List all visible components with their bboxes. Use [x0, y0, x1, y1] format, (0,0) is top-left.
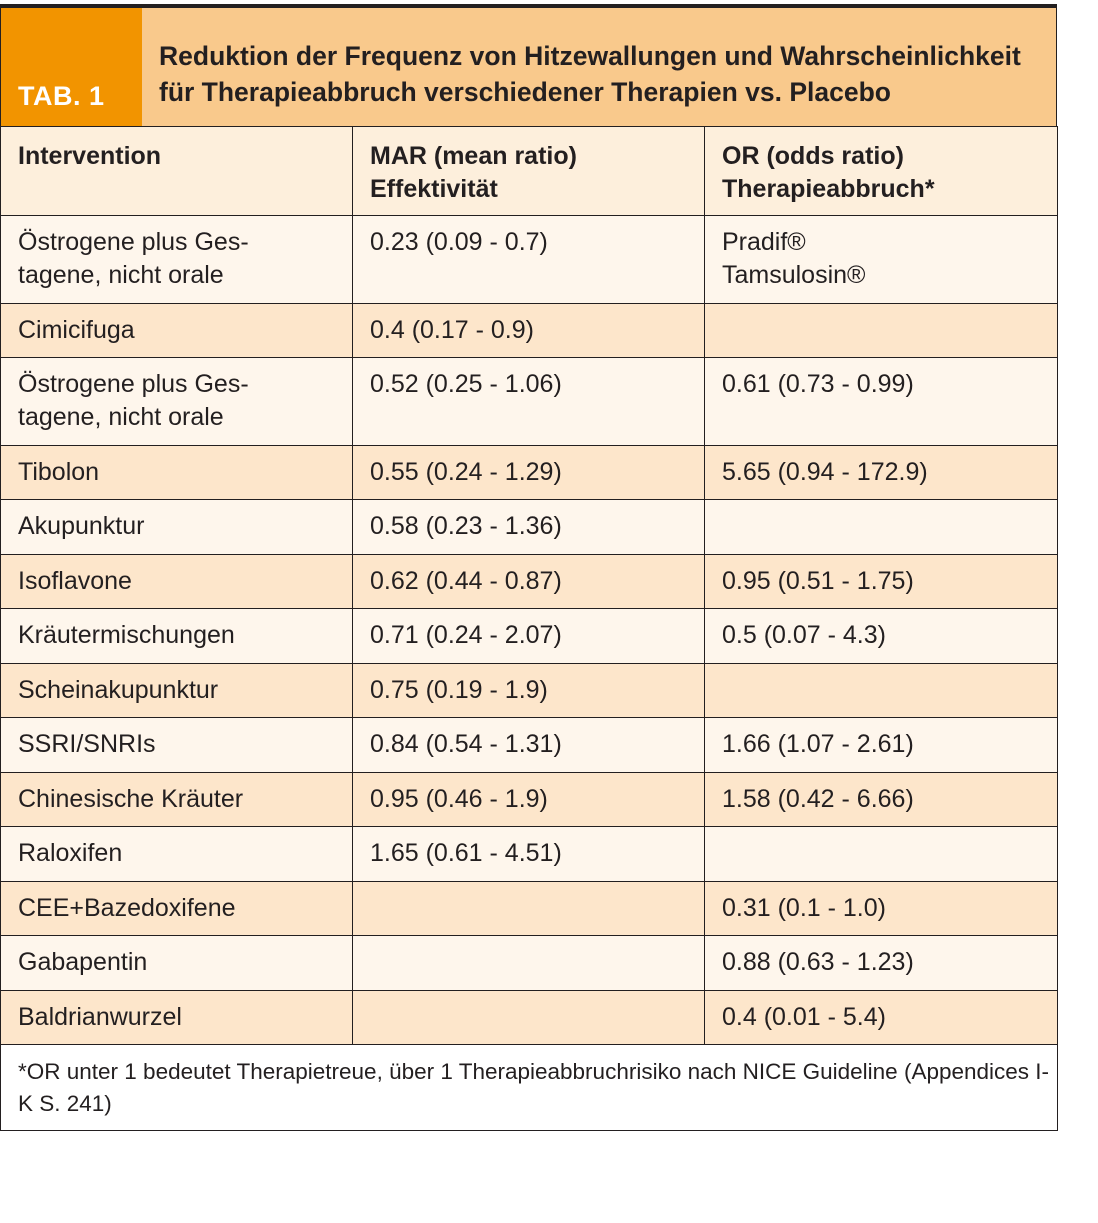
- cell-or: 1.58 (0.42 - 6.66): [705, 772, 1058, 827]
- cell-mar: 0.55 (0.24 - 1.29): [353, 445, 705, 500]
- cell-mar: [353, 990, 705, 1045]
- cell-or: 0.61 (0.73 - 0.99): [705, 358, 1058, 446]
- cell-intervention: Scheinakupunktur: [1, 663, 353, 718]
- cell-mar: 0.71 (0.24 - 2.07): [353, 609, 705, 664]
- cell-mar: 0.58 (0.23 - 1.36): [353, 500, 705, 555]
- cell-or: [705, 663, 1058, 718]
- cell-intervention: Chinesische Kräuter: [1, 772, 353, 827]
- table-row: [1, 500, 1058, 555]
- cell-mar: 0.23 (0.09 - 0.7): [353, 216, 705, 304]
- cell-or: 0.88 (0.63 - 1.23): [705, 936, 1058, 991]
- cell-intervention: Tibolon: [1, 445, 353, 500]
- table-row: [1, 609, 1058, 664]
- table-row: [1, 663, 1058, 718]
- table-container: [0, 4, 1057, 1131]
- footnote: *OR unter 1 bedeutet Therapietreue, über 1 Therapieabbruchrisiko nach NICE Guideline (Appendices I-K S. 241): [1, 1045, 1058, 1131]
- cell-mar: 1.65 (0.61 - 4.51): [353, 827, 705, 882]
- tab-label: TAB. 1: [1, 8, 142, 126]
- cell-intervention: SSRI/SNRIs: [1, 718, 353, 773]
- column-header-mar: MAR (mean ratio) Effektivität: [353, 127, 705, 216]
- data-table: [0, 126, 1058, 1131]
- table-header-banner: [0, 8, 1057, 126]
- table-row: [1, 554, 1058, 609]
- footnote-row: [1, 1045, 1058, 1131]
- cell-intervention: Akupunktur: [1, 500, 353, 555]
- table-title: Reduktion der Frequenz von Hitzewallungen und Wahrscheinlichkeit für Therapieabbruch verschiedener Therapien vs. Placebo: [159, 41, 1021, 107]
- cell-or: 0.95 (0.51 - 1.75): [705, 554, 1058, 609]
- table-row: [1, 827, 1058, 882]
- cell-or: 0.31 (0.1 - 1.0): [705, 881, 1058, 936]
- header-row: [1, 127, 1058, 216]
- cell-intervention: Gabapentin: [1, 936, 353, 991]
- table-row: [1, 358, 1058, 446]
- column-header-intervention: Intervention: [1, 127, 353, 216]
- table-row: [1, 718, 1058, 773]
- cell-intervention: Baldrianwurzel: [1, 990, 353, 1045]
- table-row: [1, 881, 1058, 936]
- cell-intervention: Isoflavone: [1, 554, 353, 609]
- cell-or: [705, 303, 1058, 358]
- cell-mar: 0.84 (0.54 - 1.31): [353, 718, 705, 773]
- cell-mar: 0.75 (0.19 - 1.9): [353, 663, 705, 718]
- cell-or: 1.66 (1.07 - 2.61): [705, 718, 1058, 773]
- cell-intervention: Raloxifen: [1, 827, 353, 882]
- cell-or: [705, 827, 1058, 882]
- cell-or: [705, 500, 1058, 555]
- cell-mar: [353, 936, 705, 991]
- cell-intervention: CEE+Bazedoxifene: [1, 881, 353, 936]
- cell-or: Pradif® Tamsulosin®: [705, 216, 1058, 304]
- cell-intervention: Östrogene plus Ges- tagene, nicht orale: [1, 216, 353, 304]
- cell-mar: 0.52 (0.25 - 1.06): [353, 358, 705, 446]
- table-row: [1, 303, 1058, 358]
- cell-mar: [353, 881, 705, 936]
- cell-mar: 0.4 (0.17 - 0.9): [353, 303, 705, 358]
- cell-or: 0.5 (0.07 - 4.3): [705, 609, 1058, 664]
- column-header-or: OR (odds ratio) Therapieabbruch*: [705, 127, 1058, 216]
- table-row: [1, 990, 1058, 1045]
- table-row: [1, 936, 1058, 991]
- cell-intervention: Cimicifuga: [1, 303, 353, 358]
- table-row: [1, 772, 1058, 827]
- cell-intervention: Kräutermischungen: [1, 609, 353, 664]
- table-row: [1, 445, 1058, 500]
- cell-or: 0.4 (0.01 - 5.4): [705, 990, 1058, 1045]
- cell-intervention: Östrogene plus Ges- tagene, nicht orale: [1, 358, 353, 446]
- cell-or: 5.65 (0.94 - 172.9): [705, 445, 1058, 500]
- cell-mar: 0.95 (0.46 - 1.9): [353, 772, 705, 827]
- cell-mar: 0.62 (0.44 - 0.87): [353, 554, 705, 609]
- table-row: [1, 216, 1058, 304]
